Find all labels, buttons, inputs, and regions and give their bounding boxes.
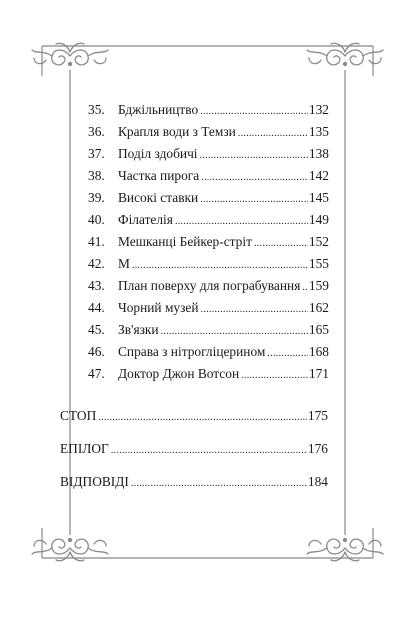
page-number: 155: [308, 256, 329, 271]
page-number: 145: [308, 190, 329, 205]
toc-entry[interactable]: [88, 322, 329, 340]
chapter-title: Бджільництво: [118, 102, 199, 117]
page-number: 168: [308, 344, 329, 359]
chapter-number: 40.: [88, 212, 105, 227]
dot-leader: [201, 170, 308, 186]
chapter-title: План поверху для пограбування: [118, 278, 301, 293]
toc-entry[interactable]: [88, 124, 329, 142]
page-number: 165: [308, 322, 329, 337]
dot-leader: [201, 302, 308, 318]
chapter-number: 37.: [88, 146, 105, 161]
chapter-number: 45.: [88, 322, 105, 337]
toc-entry[interactable]: [88, 234, 329, 252]
chapter-title: Справа з нітрогліцерином: [118, 344, 266, 359]
page-number: 171: [308, 366, 329, 381]
dot-leader: [302, 280, 308, 296]
chapter-number: 38.: [88, 168, 105, 183]
chapter-title: Чорний музей: [118, 300, 199, 315]
chapter-title: Мешканці Бейкер-стріт: [118, 234, 252, 249]
page-number: 159: [308, 278, 329, 293]
chapter-number: 35.: [88, 102, 105, 117]
page-number: 142: [308, 168, 329, 183]
chapter-number: 41.: [88, 234, 105, 249]
chapter-title: М: [118, 256, 130, 271]
chapter-number: 42.: [88, 256, 105, 271]
toc-entry[interactable]: [88, 190, 329, 208]
page-number: 138: [308, 146, 329, 161]
chapter-title: Високі ставки: [118, 190, 199, 205]
toc-section-entry[interactable]: [60, 408, 328, 426]
dot-leader: [238, 126, 308, 142]
page-number: 175: [307, 408, 328, 423]
page-number: 184: [307, 474, 328, 489]
chapter-number: 43.: [88, 278, 105, 293]
dot-leader: [200, 104, 308, 120]
toc-entry[interactable]: [88, 344, 329, 362]
chapter-number: 47.: [88, 366, 105, 381]
chapter-number: 39.: [88, 190, 105, 205]
dot-leader: [267, 346, 308, 362]
dot-leader: [175, 214, 308, 230]
dot-leader: [254, 236, 308, 252]
dot-leader: [241, 368, 308, 384]
chapter-title: Філателія: [118, 212, 173, 227]
page-number: 132: [308, 102, 329, 117]
chapter-number: 36.: [88, 124, 105, 139]
page-number: 135: [308, 124, 329, 139]
chapter-number: 46.: [88, 344, 105, 359]
page-number: 176: [307, 441, 328, 456]
section-title: ВІДПОВІДІ: [60, 474, 129, 489]
toc-entry[interactable]: [88, 366, 329, 384]
dot-leader: [161, 324, 308, 340]
dot-leader: [111, 443, 307, 459]
chapter-number: 44.: [88, 300, 105, 315]
page-number: 152: [308, 234, 329, 249]
dot-leader: [131, 476, 307, 492]
dot-leader: [132, 258, 308, 274]
toc-entry[interactable]: [88, 278, 329, 296]
page-number: 149: [308, 212, 329, 227]
dot-leader: [98, 410, 307, 426]
chapter-title: Крапля води з Темзи: [118, 124, 236, 139]
section-title: ЕПІЛОГ: [60, 441, 109, 456]
toc-entry[interactable]: [88, 212, 329, 230]
chapter-title: Доктор Джон Вотсон: [118, 366, 240, 381]
dot-leader: [200, 148, 308, 164]
toc-section-entry[interactable]: [60, 441, 328, 459]
dot-leader: [200, 192, 308, 208]
toc-entry[interactable]: [88, 168, 329, 186]
toc-entry[interactable]: [88, 102, 329, 120]
toc-entry[interactable]: [88, 256, 329, 274]
chapter-title: Частка пирога: [118, 168, 200, 183]
section-title: СТОП: [60, 408, 97, 423]
toc-entry[interactable]: [88, 146, 329, 164]
page-number: 162: [308, 300, 329, 315]
toc-entry[interactable]: [88, 300, 329, 318]
toc-section-entry[interactable]: [60, 474, 328, 492]
chapter-title: Поділ здобичі: [118, 146, 198, 161]
chapter-title: Зв'язки: [118, 322, 159, 337]
